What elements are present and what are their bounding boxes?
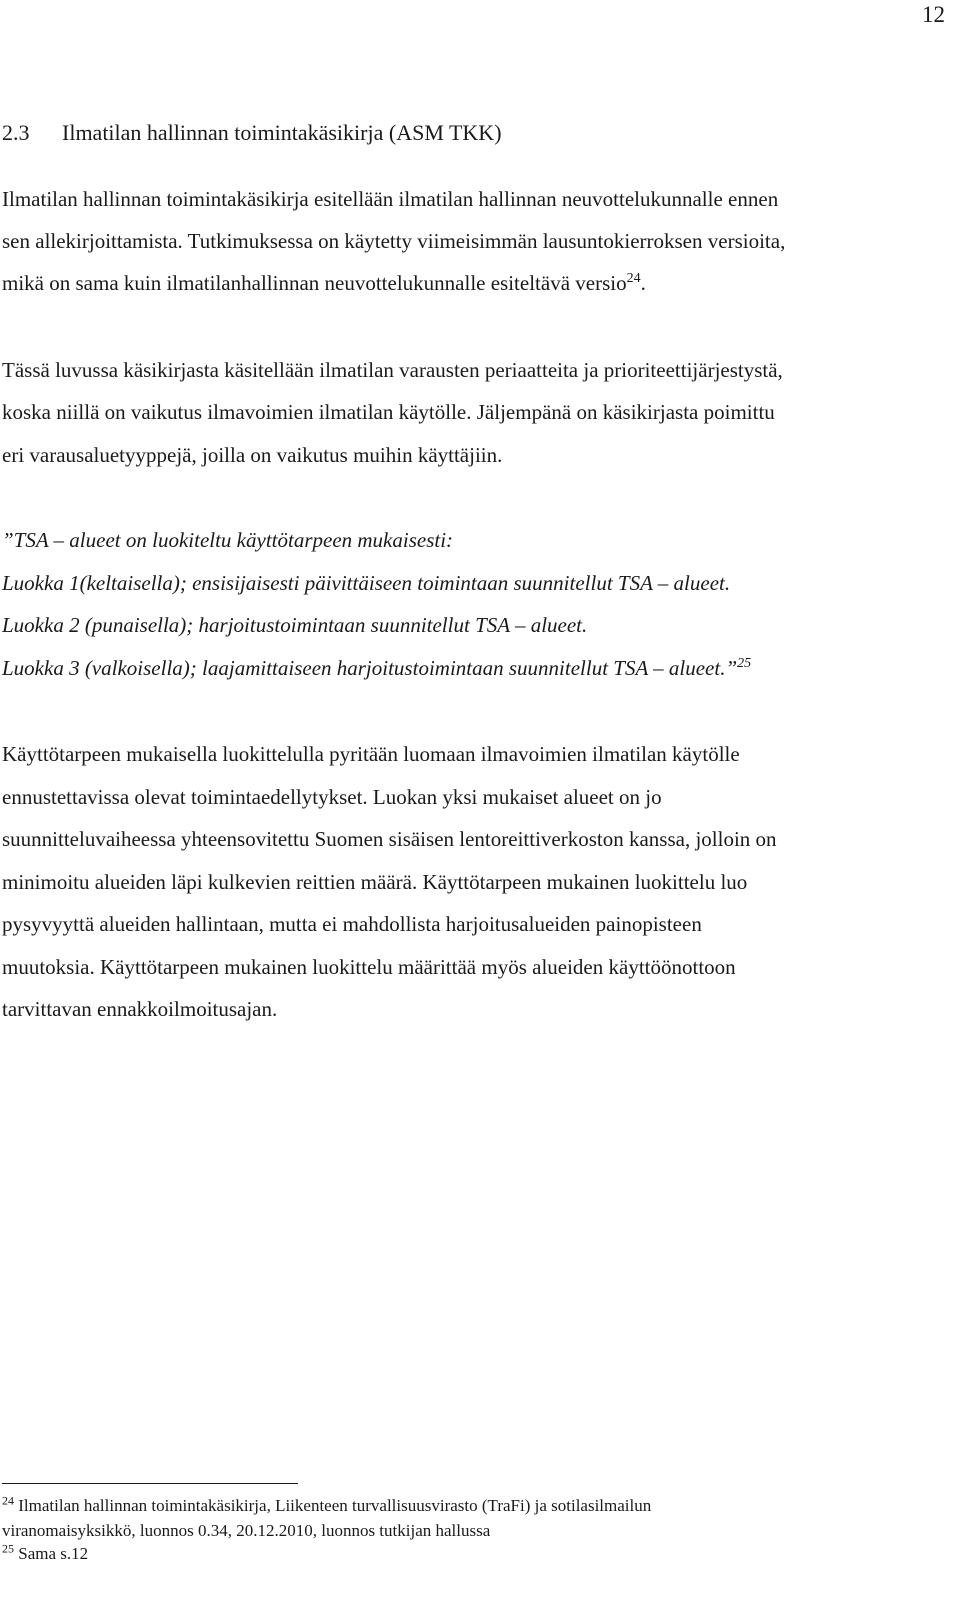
paragraph-1-line-3 <box>2 271 646 296</box>
footnote-24-marker: 24 <box>2 1493 14 1508</box>
paragraph-2-line-2: koska niillä on vaikutus ilmavoimien ilmatilan käytölle. Jäljempänä on käsikirjasta poimittu <box>2 400 775 424</box>
footnote-24-line-1 <box>2 1493 652 1516</box>
quote-line-4 <box>2 656 751 681</box>
paragraph-3-line-2: ennustettavissa olevat toimintaedellytykset. Luokan yksi mukaiset alueet on jo <box>2 785 662 809</box>
footnote-ref-24: 24 <box>626 271 641 286</box>
footnote-25-text: Sama s.12 <box>18 1544 89 1563</box>
quote-line-3: Luokka 2 (punaisella); harjoitustoimintaan suunnitellut TSA – alueet. <box>2 613 588 637</box>
section-heading <box>2 120 502 146</box>
paragraph-3-line-3: suunnitteluvaiheessa yhteensovitettu Suomen sisäisen lentoreittiverkoston kanssa, jolloin on <box>2 827 777 851</box>
section-title: Ilmatilan hallinnan toimintakäsikirja (ASM TKK) <box>62 120 502 145</box>
paragraph-2-line-3: eri varausaluetyyppejä, joilla on vaikutus muihin käyttäjiin. <box>2 443 503 467</box>
paragraph-3-line-7: tarvittavan ennakkoilmoitusajan. <box>2 997 278 1021</box>
paragraph-1-line-1: Ilmatilan hallinnan toimintakäsikirja esitellään ilmatilan hallinnan neuvottelukunnalle ennen <box>2 187 779 211</box>
quote-line-2: Luokka 1(keltaisella); ensisijaisesti päivittäiseen toimintaan suunnitellut TSA – alueet. <box>2 571 731 595</box>
paragraph-3-line-6: muutoksia. Käyttötarpeen mukainen luokittelu määrittää myös alueiden käyttöönottoon <box>2 955 736 979</box>
paragraph-1-line-3-text: mikä on sama kuin ilmatilanhallinnan neuvottelukunnalle esiteltävä versio <box>2 271 627 295</box>
quote-line-4-text: Luokka 3 (valkoisella); laajamittaiseen harjoitustoimintaan suunnitellut TSA – alueet.” <box>2 656 738 680</box>
paragraph-2-line-1: Tässä luvussa käsikirjasta käsitellään ilmatilan varausten periaatteita ja prioriteettijärjestystä, <box>2 358 783 382</box>
footnote-24-line-2: viranomaisyksikkö, luonnos 0.34, 20.12.2010, luonnos tutkijan hallussa <box>2 1521 491 1540</box>
footnote-24-text: Ilmatilan hallinnan toimintakäsikirja, Liikenteen turvallisuusvirasto (TraFi) ja sotilasilmailun <box>18 1496 652 1515</box>
footnote-25 <box>2 1541 89 1564</box>
page-number: 12 <box>922 2 945 27</box>
paragraph-3-line-1: Käyttötarpeen mukaisella luokittelulla pyritään luomaan ilmavoimien ilmatilan käytölle <box>2 742 740 766</box>
paragraph-1-line-2: sen allekirjoittamista. Tutkimuksessa on käytetty viimeisimmän lausuntokierroksen versioita, <box>2 229 786 253</box>
quote-line-1: ”TSA – alueet on luokiteltu käyttötarpeen mukaisesti: <box>2 528 454 552</box>
section-number: 2.3 <box>2 120 30 145</box>
paragraph-3-line-5: pysyvyyttä alueiden hallintaan, mutta ei mahdollista harjoitusalueiden painopisteen <box>2 912 702 936</box>
footnote-ref-25: 25 <box>737 656 752 671</box>
footnote-separator <box>2 1483 298 1484</box>
footnote-25-marker: 25 <box>2 1541 14 1556</box>
paragraph-1-line-3-end: . <box>640 271 646 295</box>
paragraph-3-line-4: minimoitu alueiden läpi kulkevien reittien määrä. Käyttötarpeen mukainen luokittelu luo <box>2 870 748 894</box>
